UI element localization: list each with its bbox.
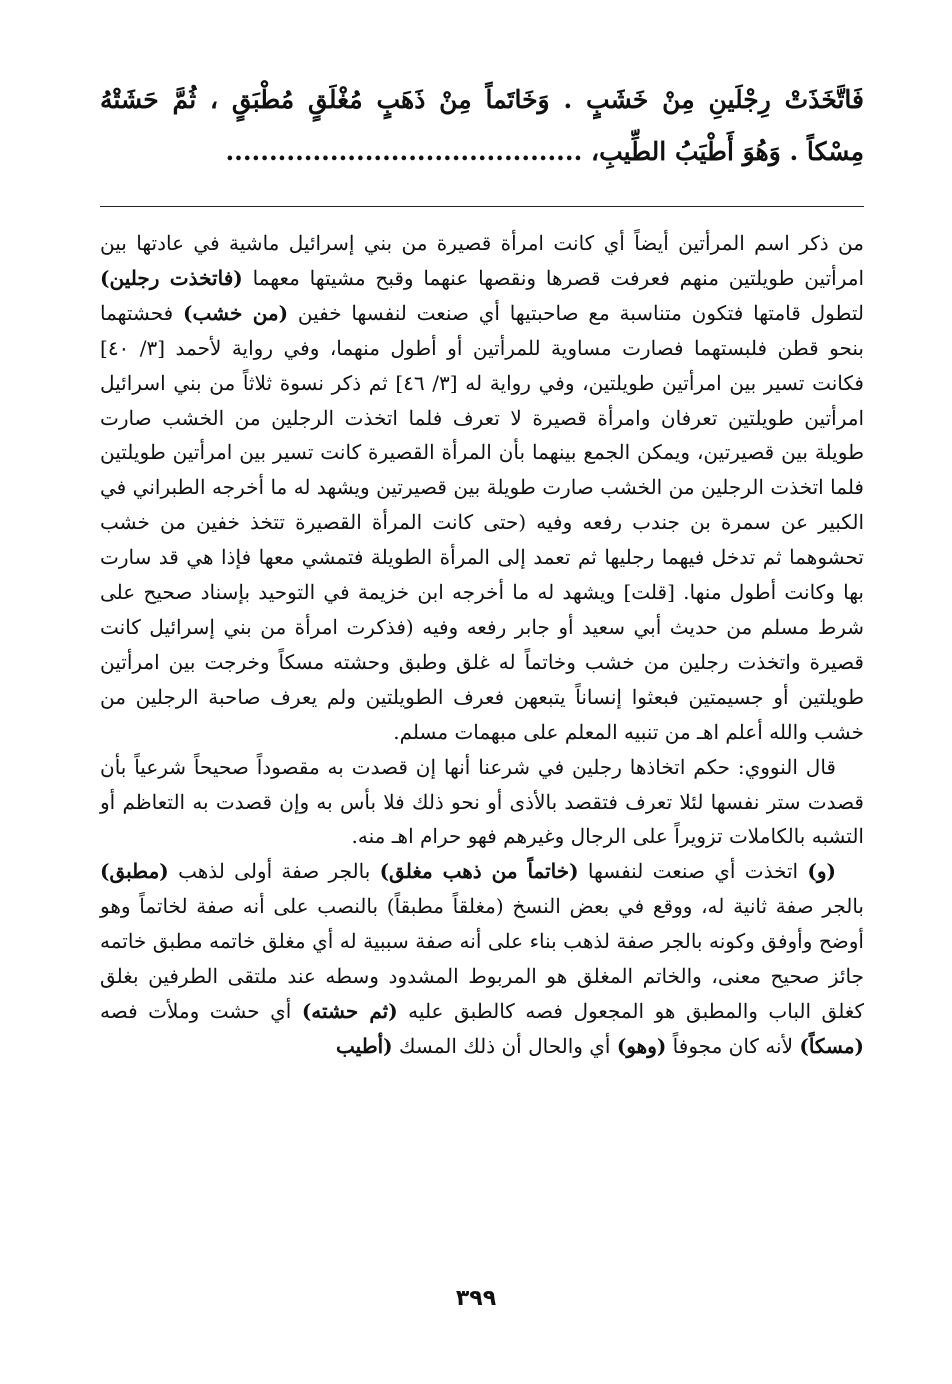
commentary-paragraph-1 xyxy=(100,226,864,750)
page-number: ٣٩٩ xyxy=(455,1286,497,1311)
commentary-bold-quote: (وهو) xyxy=(616,1033,667,1058)
commentary-text: فحشتهما بنحو قطن فلبستهما فصارت مساوية للمرأتين أو أطول منهما، وفي رواية لأحمد [٣/ ٤٠] فكانت تسير بين امرأتين طويلتين، وفي رواية له [٣/ ٤٦] ثم ذكر نسوة ثلاثاً من بني اسرائيل امرأتين طويلتين تعرفان وامرأة قصيرة لا تعرف فلما اتخذت الرجلين من الخشب صارت طويلة بين قصيرتين، ويمكن الجمع بينهما بأن المرأة القصيرة كانت تسير بين امرأتين طويلتين فلما اتخذت الرجلين من الخشب صارت طويلة بين قصيرتين ويشهد له ما أخرجه الطبراني في الكبير عن سمرة بن جندب رفعه وفيه (حتى كانت المرأة القصيرة تتخذ خفين من خشب تحشوهما ثم تدخل فيهما رجليها ثم تعمد إلى المرأة الطويلة فتمشي معها فإذا هي قد سارت بها وكانت أطول منها. [قلت] ويشهد له ما أخرجه ابن خزيمة في التوحيد بإسناد صحيح على شرط مسلم من حديث أبي سعيد أو جابر رفعه وفيه (فذكرت امرأة من بني إسرائيل كانت قصيرة واتخذت رجلين من خشب وخاتماً له غلق وطبق وحشته مسكاً وخرجت بين امرأتين طويلتين أو جسيمتين فبعثوا إنساناً يتبعهن فعرف الطويلتين ولم يعرف صاحبة الرجلين من خشب والله أعلم اهـ من تنبيه المعلم على مبهمات مسلم. xyxy=(100,300,864,744)
commentary-text: بالجر صفة ثانية له، ووقع في بعض النسخ (مغلقاً مطبقاً) بالنصب على أنه صفة لخاتماً وهو أوضح وأوفق وكونه بالجر صفة لذهب بناء على أنه صفة سببية له أي مغلق خاتمه مطبق خاتمه جائز صحيح معنى، والخاتم المغلق هو المربوط المشدود وسطه عند ملتقى الطرفين بغلق كغلق الباب والمطبق هو المجعول فصه كالطبق عليه xyxy=(100,894,865,1023)
separator-rule xyxy=(100,206,864,207)
commentary-bold-quote: (فاتخذت رجلين) xyxy=(100,265,243,290)
commentary-block xyxy=(100,226,864,1064)
commentary-bold-quote: (من خشب) xyxy=(183,300,289,325)
commentary-text: أي حشت وملأت فصه xyxy=(100,998,302,1023)
commentary-text: اتخذت أي صنعت لنفسها xyxy=(578,859,808,884)
commentary-bold-quote: (ثم حشته) xyxy=(301,998,398,1023)
commentary-text: لتطول قامتها فتكون متناسبة مع صاحبتيها أي صنعت لنفسها خفين xyxy=(288,300,864,325)
commentary-bold-quote: (أطيب xyxy=(336,1033,393,1058)
commentary-text: من ذكر اسم المرأتين أيضاً أي كانت امرأة قصيرة من بني إسرائيل ماشية في عادتها بين امرأتين طويلتين منهم فعرفت قصرها ونقصها عنهما وقبح مشيتها معهما xyxy=(100,231,864,290)
commentary-paragraph-3 xyxy=(100,854,864,1063)
commentary-text: بالجر صفة أولى لذهب xyxy=(168,859,380,884)
hadith-dots: ......................................... xyxy=(225,137,583,166)
commentary-bold-quote: (و) xyxy=(807,859,837,884)
commentary-bold-quote: (مطبق) xyxy=(100,859,169,884)
commentary-paragraph-2: قال النووي: حكم اتخاذها رجلين في شرعنا أنها إن قصدت به مقصوداً صحيحاً شرعياً بأن قصدت ستر نفسها لئلا تعرف فتقصد بالأذى أو نحو ذلك فلا بأس به وإن قصدت به التعاظم أو التشبه بالكاملات تزويراً على الرجال وغيرهم فهو حرام اهـ منه. xyxy=(100,754,864,849)
commentary-text: أي والحال أن ذلك المسك xyxy=(392,1033,617,1058)
commentary-bold-quote: (مسكاً) xyxy=(799,1033,864,1058)
commentary-text: لأنه كان مجوفاً xyxy=(666,1033,800,1058)
commentary-bold-quote: (خاتماً من ذهب مغلق) xyxy=(379,859,579,884)
hadith-text-block xyxy=(100,74,864,178)
hadith-text: فَاتَّخَذَتْ رِجْلَينِ مِنْ خَشَبٍ . وَخَاتَماً مِنْ ذَهَبٍ مُغْلَقٍ مُطْبَقٍ ، ثُمَّ حَشَتْهُ مِسْكاً . وَهُوَ أَطْيَبُ الطِّيبِ، xyxy=(100,85,864,166)
